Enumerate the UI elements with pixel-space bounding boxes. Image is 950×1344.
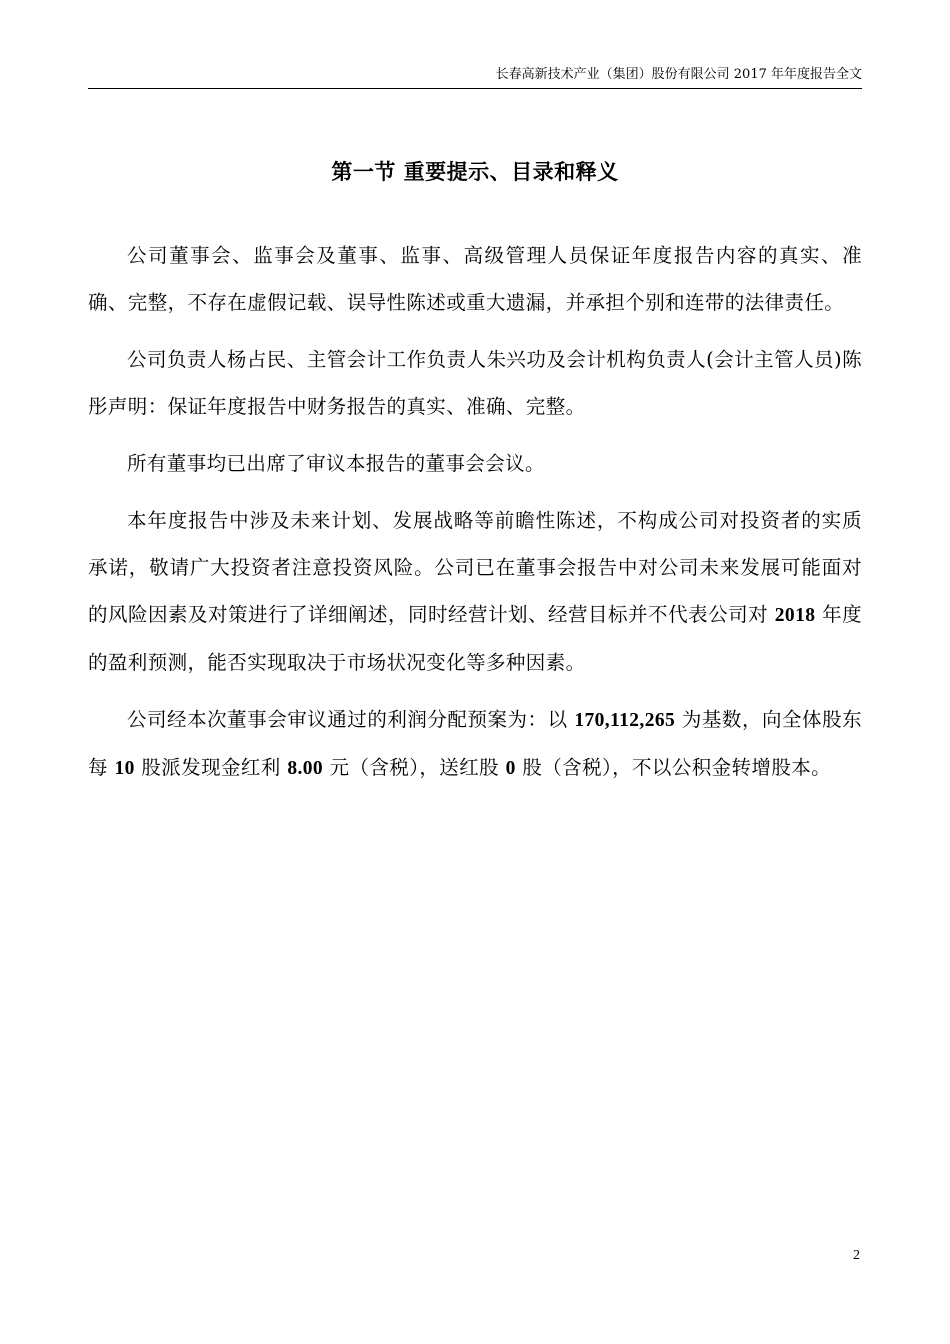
header-text: 长春高新技术产业（集团）股份有限公司 2017 年年度报告全文 bbox=[495, 67, 862, 82]
document-body bbox=[88, 232, 862, 802]
page-header bbox=[88, 66, 862, 89]
p4-text-2: 年度的盈利预测，能否实现取决于市场状况变化等多种因素。 bbox=[88, 603, 862, 674]
per-share-unit: 10 bbox=[114, 758, 135, 779]
page-number: 2 bbox=[853, 1248, 860, 1263]
bonus-share-count: 0 bbox=[505, 758, 516, 779]
paragraph-responsibility-statement: 公司董事会、监事会及董事、监事、高级管理人员保证年度报告内容的真实、准确、完整，不存在虚假记载、误导性陈述或重大遗漏，并承担个别和连带的法律责任。 bbox=[88, 244, 862, 314]
p4-text-1: 本年度报告中涉及未来计划、发展战略等前瞻性陈述，不构成公司对投资者的实质承诺，敬请广大投资者注意投资风险。公司已在董事会报告中对公司未来发展可能面对的风险因素及对策进行了详细阐述，同时经营计划、经营目标并不代表公司对 bbox=[88, 509, 862, 626]
p5-text-3: 股派发现金红利 bbox=[134, 756, 288, 779]
cash-dividend-amount: 8.00 bbox=[287, 758, 324, 779]
paragraph-profit-distribution bbox=[88, 696, 862, 792]
p5-text-1: 公司经本次董事会审议通过的利润分配预案为：以 bbox=[127, 708, 575, 731]
paragraph-financial-declaration: 公司负责人杨占民、主管会计工作负责人朱兴功及会计机构负责人(会计主管人员)陈彤声明：保证年度报告中财务报告的真实、准确、完整。 bbox=[88, 348, 862, 418]
paragraph-board-attendance: 所有董事均已出席了审议本报告的董事会会议。 bbox=[127, 452, 545, 475]
p5-text-4: 元（含税），送红股 bbox=[323, 756, 506, 779]
paragraph-forward-looking-disclaimer bbox=[88, 497, 862, 686]
base-share-count: 170,112,265 bbox=[574, 710, 676, 731]
p5-text-2: 为基数，向全体股东每 bbox=[88, 708, 862, 779]
section-title: 第一节 重要提示、目录和释义 bbox=[331, 159, 619, 184]
p5-text-5: 股（含税），不以公积金转增股本。 bbox=[515, 756, 832, 779]
forecast-year: 2018 bbox=[774, 605, 816, 626]
